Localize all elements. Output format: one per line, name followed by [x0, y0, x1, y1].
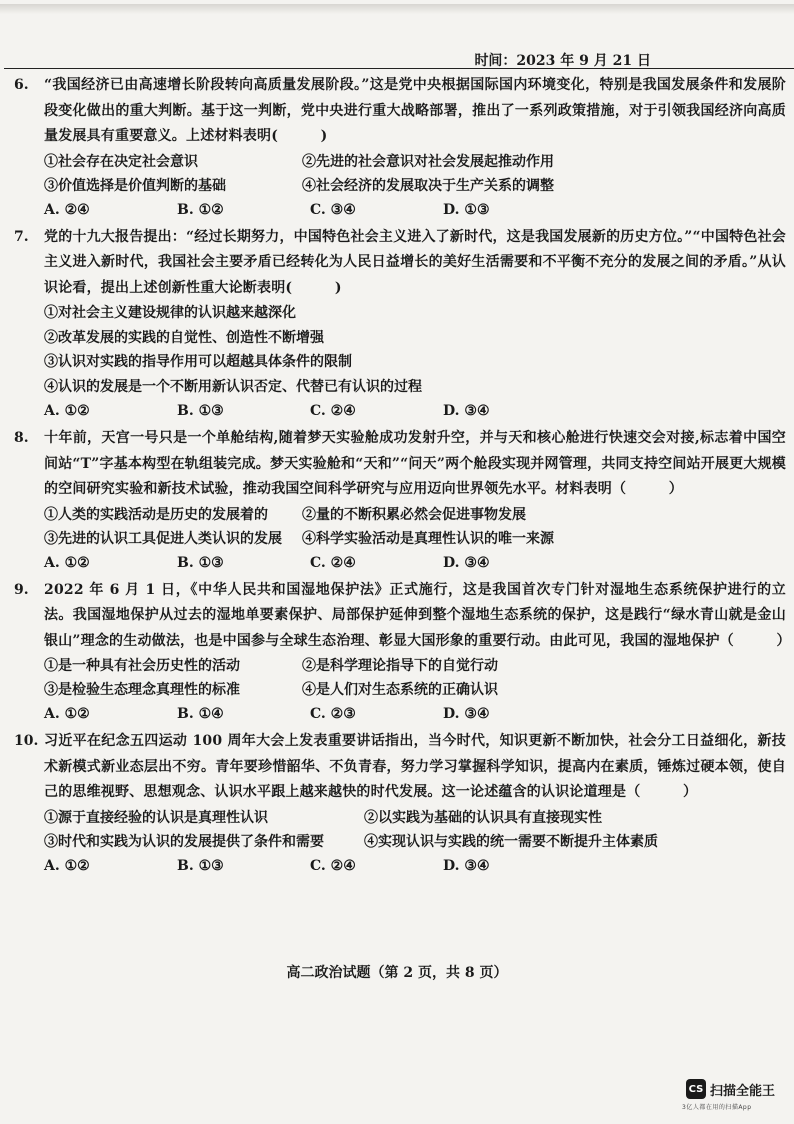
answer-row: [44, 854, 786, 879]
question-number: 8.: [14, 430, 29, 446]
answer-d: D. ③④: [443, 706, 490, 722]
watermark-subtext: 3亿人都在用的扫描App: [682, 1104, 752, 1111]
question-9: [14, 578, 791, 728]
answer-a: A. ①②: [44, 706, 90, 722]
option-row: [44, 806, 786, 830]
option-2: ②先进的社会意识对社会发展起推动作用: [302, 153, 554, 170]
answer-d: D. ③④: [443, 554, 490, 571]
answer-row: [44, 198, 786, 223]
header-rule: [4, 68, 794, 69]
option-3: ③价值选择是价值判断的基础: [44, 177, 226, 194]
option-1: ①是一种具有社会历史性的活动: [44, 658, 240, 674]
option-2: ②是科学理论指导下的自觉行动: [302, 658, 498, 674]
option-1: ①人类的实践活动是历史的发展着的: [44, 506, 268, 523]
option-2: ②以实践为基础的认识具有直接现实性: [364, 809, 602, 826]
option-1: ①源于直接经验的认识是真理性认识: [44, 809, 268, 826]
scanner-watermark: [686, 1079, 775, 1099]
option-3: ③时代和实践为认识的发展提供了条件和需要: [44, 833, 324, 850]
answer-a: A. ②④: [44, 201, 90, 218]
option-4: ④科学实验活动是真理性认识的唯一来源: [302, 530, 554, 547]
question-10: [14, 729, 786, 879]
answer-row: [44, 551, 786, 576]
question-stem: “我国经济已由高速增长阶段转向高质量发展阶段。”这是党中央根据国际国内环境变化，特别是我国发展条件和发展阶段变化做出的重大判断。基于这一判断，党中央进行重大战略部署，推出了一系列政策措施，对于引领我国经济向高质量发展具有重要意义。上述材料表明( ): [44, 77, 786, 144]
option-3: ③是检验生态理念真理性的标准: [44, 682, 240, 698]
answer-d: D. ③④: [443, 857, 490, 874]
answer-a: A. ①②: [44, 554, 90, 571]
answer-c: C. ②④: [310, 554, 356, 571]
option-2: ②量的不断积累必然会促进事物发展: [302, 506, 526, 523]
watermark-text: 扫描全能王: [710, 1083, 776, 1099]
question-number: 6.: [14, 77, 29, 93]
option-4: ④认识的发展是一个不断用新认识否定、代替已有认识的过程: [44, 378, 422, 395]
question-stem: 十年前，天宫一号只是一个单舱结构,随着梦天实验舱成功发射升空，并与天和核心舱进行快速交会对接,标志着中国空间站“T”字基本构型在轨组装完成。梦天实验舱和“天和”“问天”两个舱段实现并网管理，共同支持空间站开展更大规模的空间研究实验和新技术试验，推动我国空间科学研究与应用迈向世界领先水平。材料表明（ ）: [44, 430, 786, 497]
question-8: [14, 426, 786, 576]
answer-d: D. ①③: [443, 201, 490, 218]
answer-c: C. ②④: [310, 403, 356, 419]
option-row: [44, 830, 786, 854]
option-2: ②改革发展的实践的自觉性、创造性不断增强: [44, 329, 324, 346]
answer-c: C. ②④: [310, 857, 356, 874]
option-4: ④是人们对生态系统的正确认识: [302, 682, 498, 698]
option-3: ③认识对实践的指导作用可以超越具体条件的限制: [44, 354, 352, 370]
option-1: ①对社会主义建设规律的认识越来越深化: [44, 305, 296, 321]
question-stem: 习近平在纪念五四运动 100 周年大会上发表重要讲话指出，当今时代，知识更新不断加快，社会分工日益细化，新技术新模式新业态层出不穷。青年要珍惜韶华、不负青春，努力学习掌握科学知识，提高内在素质，锤炼过硬本领，使自己的思维视野、思想观念、认识水平跟上越来越快的时代发展。这一论述蕴含的认识论道理是（ ）: [44, 733, 786, 800]
answer-a: A. ①②: [44, 403, 90, 419]
page-footer: 高二政治试题（第 2 页，共 8 页）: [286, 965, 508, 981]
exam-date: 时间：2023 年 9 月 21 日: [474, 53, 651, 69]
question-number: 7.: [14, 228, 29, 245]
answer-b: B. ①③: [177, 554, 224, 571]
option-row: [44, 527, 786, 551]
question-list: [14, 73, 791, 881]
option-row: [44, 678, 786, 702]
option-1: ①社会存在决定社会意识: [44, 153, 198, 170]
option-row: [44, 503, 786, 527]
answer-c: C. ②③: [310, 706, 356, 722]
question-stem: 党的十九大报告提出：“经过长期努力，中国特色社会主义进入了新时代，这是我国发展新的历史方位。”“中国特色社会主义进入新时代，我国社会主要矛盾已经转化为人民日益增长的美好生活需要和不平衡不充分的发展之间的矛盾。”从认识论看，提出上述创新性重大论断表明( ): [44, 228, 786, 296]
option-row: [44, 174, 786, 198]
answer-b: B. ①②: [177, 201, 224, 218]
answer-row: [44, 702, 786, 727]
answer-c: C. ③④: [310, 201, 356, 218]
answer-d: D. ③④: [443, 403, 490, 419]
question-number: 10.: [14, 733, 39, 749]
option-4: ④实现认识与实践的统一需要不断提升主体素质: [364, 833, 658, 850]
option-3: ③先进的认识工具促进人类认识的发展: [44, 530, 282, 547]
question-number: 9.: [14, 581, 29, 598]
scan-edge: [0, 4, 794, 14]
answer-row: [44, 399, 786, 424]
answer-b: B. ①④: [177, 706, 224, 722]
answer-a: A. ①②: [44, 857, 90, 874]
question-stem: 2022 年 6 月 1 日，《中华人民共和国湿地保护法》正式施行，这是我国首次专门针对湿地生态系统保护进行的立法。我国湿地保护从过去的湿地单要素保护、局部保护延伸到整个湿地生态系统的保护，这是践行“绿水青山就是金山银山”理念的生动做法，也是中国参与全球生态治理、彰显大国形象的重要行动。由此可见，我国的湿地保护（ ）: [44, 581, 791, 649]
answer-b: B. ①③: [177, 857, 224, 874]
question-7: [14, 225, 786, 425]
option-4: ④社会经济的发展取决于生产关系的调整: [302, 177, 554, 194]
answer-b: B. ①③: [177, 403, 224, 419]
option-row: [44, 150, 786, 174]
option-row: [44, 654, 786, 678]
question-6: [14, 73, 786, 223]
camscanner-icon: CS: [686, 1079, 706, 1099]
